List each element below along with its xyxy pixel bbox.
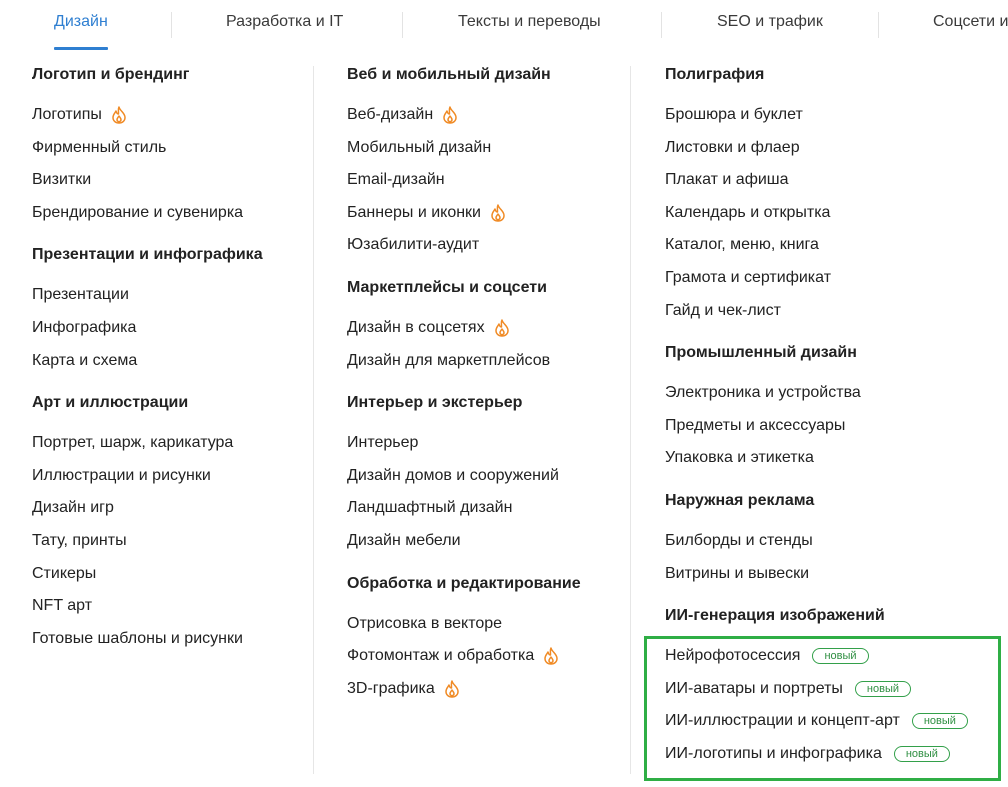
fire-icon (442, 106, 458, 124)
menu-item[interactable] (32, 317, 136, 339)
menu-item[interactable] (32, 595, 92, 617)
tab-social-media[interactable]: Соцсети и (933, 13, 1008, 30)
menu-item[interactable] (347, 202, 506, 224)
tab-texts-translations[interactable]: Тексты и переводы (458, 13, 601, 30)
tab-divider (661, 12, 662, 38)
menu-item-label: Веб-дизайн (347, 106, 434, 123)
menu-item[interactable] (32, 465, 211, 487)
column-divider (630, 66, 631, 774)
menu-item-label: Брошюра и буклет (665, 106, 803, 123)
group-title: Презентации и инфографика (32, 246, 263, 264)
column-divider (313, 66, 314, 774)
menu-item-label: Презентации (32, 286, 129, 304)
menu-item-label: Листовки и флаер (665, 138, 800, 156)
menu-item-label: Дизайн в соцсетях (347, 319, 485, 336)
active-tab-underline (54, 47, 108, 50)
menu-item-label: Портрет, шарж, карикатура (32, 434, 234, 452)
tab-seo-traffic[interactable]: SEO и трафик (717, 13, 823, 30)
menu-item-label: Тату, принты (32, 532, 127, 549)
menu-item-label: Ландшафтный дизайн (347, 499, 513, 517)
menu-item-label: Нейрофотосессия (665, 647, 801, 665)
menu-item-label: Фотомонтаж и обработка (347, 647, 535, 665)
tab-divider (402, 12, 403, 38)
menu-item[interactable] (32, 530, 127, 552)
menu-item-label: Брендирование и сувенирка (32, 203, 244, 221)
menu-item[interactable] (347, 678, 460, 700)
menu-item-label: NFT арт (32, 597, 93, 615)
menu-item[interactable] (347, 613, 502, 635)
menu-item[interactable] (665, 447, 814, 469)
menu-item-label: Юзабилити-аудит (347, 236, 480, 254)
menu-item[interactable] (32, 137, 166, 159)
tab-label: Дизайн (54, 13, 108, 30)
menu-item-label: 3D-графика (347, 679, 435, 697)
menu-item[interactable] (347, 137, 491, 159)
menu-item[interactable] (32, 284, 129, 306)
menu-item[interactable] (665, 300, 781, 322)
menu-item-label: Билборды и стенды (665, 532, 813, 549)
menu-item-label: ИИ-иллюстрации и концепт-арт (665, 712, 900, 730)
group-title: Маркетплейсы и соцсети (347, 279, 547, 296)
menu-item[interactable] (665, 104, 803, 126)
menu-item-label: Готовые шаблоны и рисунки (32, 629, 243, 647)
menu-item-label: Иллюстрации и рисунки (32, 466, 211, 484)
menu-item-label: Электроника и устройства (665, 384, 861, 402)
fire-icon (490, 204, 506, 222)
menu-item[interactable] (665, 267, 831, 289)
menu-item[interactable] (347, 234, 479, 256)
menu-item-label: Стикеры (32, 564, 97, 582)
tab-divider (171, 12, 172, 38)
menu-item-label: Плакат и афиша (665, 171, 789, 189)
menu-item-label: Дизайн мебели (347, 532, 461, 549)
menu-item[interactable] (665, 234, 819, 256)
group-title: Промышленный дизайн (665, 344, 857, 362)
menu-item[interactable] (347, 465, 559, 487)
group-title: Обработка и редактирование (347, 574, 581, 592)
menu-item-label: ИИ-аватары и портреты (665, 679, 843, 697)
menu-item-label: Логотипы (32, 106, 102, 123)
menu-item[interactable] (665, 415, 845, 437)
menu-item[interactable] (347, 104, 458, 126)
menu-item-label: Баннеры и иконки (347, 203, 481, 221)
menu-item[interactable] (665, 382, 861, 404)
group-title: Веб и мобильный дизайн (347, 66, 551, 83)
menu-item[interactable] (32, 104, 127, 126)
menu-item[interactable] (32, 350, 137, 372)
new-badge: новый (812, 648, 868, 664)
menu-item-label: Фирменный стиль (32, 138, 167, 156)
menu-item-label: Календарь и открытка (665, 203, 831, 221)
menu-item-label: ИИ-логотипы и инфографика (665, 745, 882, 762)
fire-icon (111, 106, 127, 124)
menu-item[interactable] (32, 169, 91, 191)
menu-item-label: Мобильный дизайн (347, 138, 492, 156)
menu-item[interactable] (665, 530, 813, 552)
ai-generation-highlight-box (644, 636, 1001, 781)
menu-item-label: Карта и схема (32, 351, 138, 369)
new-badge: новый (912, 713, 968, 729)
menu-item[interactable] (347, 530, 461, 552)
new-badge: новый (855, 681, 911, 697)
group-title: Полиграфия (665, 66, 765, 83)
menu-item[interactable] (32, 628, 243, 650)
group-title: Интерьер и экстерьер (347, 394, 523, 412)
menu-item[interactable] (665, 563, 809, 585)
new-badge: новый (894, 746, 950, 762)
menu-item[interactable] (32, 563, 96, 585)
menu-item[interactable] (347, 350, 550, 372)
tab-development-it[interactable]: Разработка и IT (226, 13, 344, 30)
menu-item-label: Каталог, меню, книга (665, 236, 819, 254)
menu-item[interactable] (347, 645, 559, 667)
menu-item-label: Дизайн для маркетплейсов (347, 351, 551, 369)
menu-item-label: Грамота и сертификат (665, 269, 832, 286)
menu-item[interactable] (32, 202, 243, 224)
menu-item-label: Дизайн игр (32, 499, 114, 517)
group-title: Наружная реклама (665, 492, 815, 509)
menu-item-label: Визитки (32, 171, 92, 189)
menu-item[interactable] (665, 169, 789, 191)
menu-item-label: Email-дизайн (347, 171, 445, 189)
menu-item[interactable] (347, 432, 418, 454)
fire-icon (543, 647, 559, 665)
menu-item-label: Дизайн домов и сооружений (347, 466, 559, 484)
menu-item-label: Витрины и вывески (665, 564, 810, 582)
menu-item-label: Инфографика (32, 319, 137, 336)
menu-item-label: Интерьер (347, 434, 419, 452)
menu-item[interactable] (665, 202, 830, 224)
group-title: Логотип и брендинг (32, 66, 190, 83)
fire-icon (494, 319, 510, 337)
group-title: ИИ-генерация изображений (665, 607, 885, 625)
menu-item[interactable] (32, 497, 114, 519)
fire-icon (444, 680, 460, 698)
menu-item-label: Гайд и чек-лист (665, 301, 781, 319)
menu-item[interactable] (347, 497, 512, 519)
menu-item-label: Предметы и аксессуары (665, 416, 846, 434)
menu-item[interactable] (347, 317, 510, 339)
menu-item[interactable] (32, 432, 233, 454)
menu-item-label: Отрисовка в векторе (347, 614, 503, 632)
tab-design[interactable] (54, 13, 108, 31)
menu-item[interactable] (347, 169, 445, 191)
category-tabs (0, 0, 1008, 50)
group-title: Арт и иллюстрации (32, 394, 189, 412)
tab-divider (878, 12, 879, 38)
menu-item-label: Упаковка и этикетка (665, 449, 814, 467)
menu-item[interactable] (665, 137, 800, 159)
